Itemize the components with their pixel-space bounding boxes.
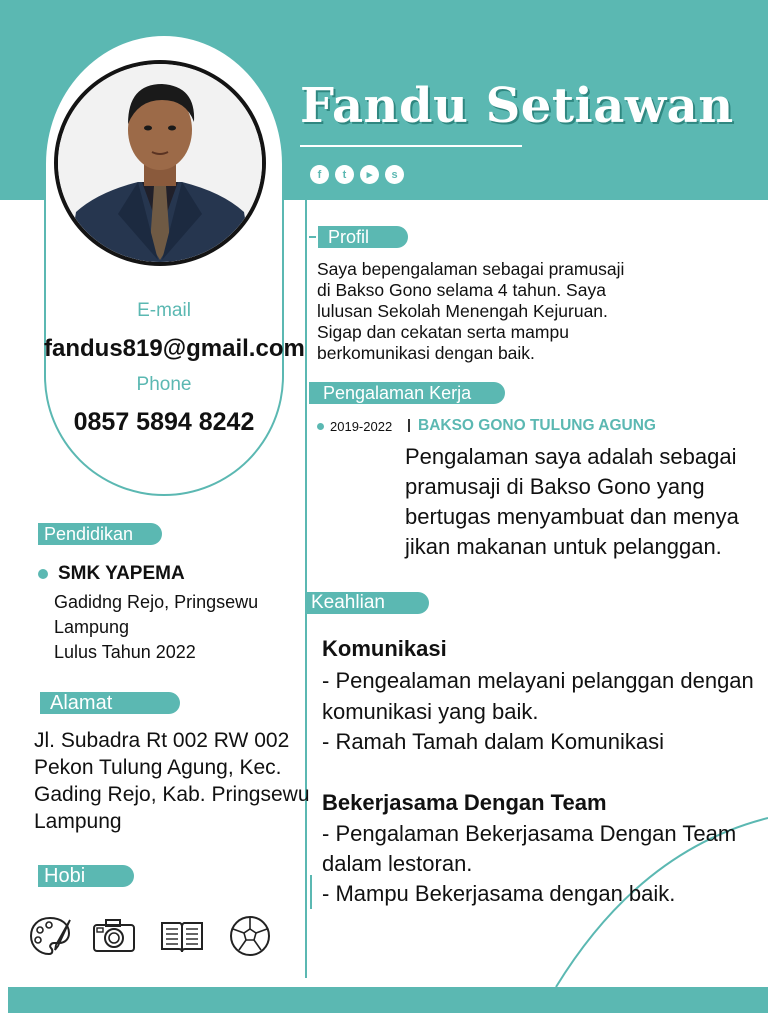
skill-line: - Ramah Tamah dalam Komunikasi [322,729,664,754]
experience-line: Pengalaman saya adalah sebagai [405,444,737,469]
email-value[interactable]: fandus819@gmail.com [44,335,305,362]
experience-line: pramusaji di Bakso Gono yang [405,474,705,499]
address-line: Pekon Tulung Agung, Kec. [34,756,282,779]
palette-icon [28,914,72,958]
camera-icon [92,914,136,958]
full-name: Fandu Setiawan [300,78,734,134]
hobbies-heading: Hobi [38,865,134,887]
profile-line: Sigap dan cekatan serta mampu [317,322,569,342]
education-line: Lampung [54,617,130,637]
tick-mark [309,236,316,238]
experience-line: bertugas menyambuat dan menya [405,504,739,529]
experience-years: 2019-2022 [330,419,393,434]
separator [408,419,410,432]
twitter-icon[interactable]: t [335,165,354,184]
facebook-icon[interactable]: f [310,165,329,184]
skill-line: dalam lestoran. [322,851,473,876]
profile-line: berkomunikasi dengan baik. [317,343,535,363]
education-line: Lulus Tahun 2022 [54,642,196,662]
education-line: Gadidng Rejo, Pringsewu [54,592,259,612]
skill-line: - Pengalaman Bekerjasama Dengan Team [322,821,737,846]
address-line: Jl. Subadra Rt 002 RW 002 [34,729,290,752]
phone-label: Phone [136,374,192,395]
experience-line: jikan makanan untuk pelanggan. [405,534,722,559]
school-name: SMK YAPEMA [58,563,185,584]
skill-title: Komunikasi [322,636,447,661]
skill-line: - Mampu Bekerjasama dengan baik. [322,881,676,906]
profile-photo [54,60,266,266]
youtube-icon[interactable]: ▸ [360,165,379,184]
profile-line: lulusan Sekolah Menengah Kejuruan. [317,301,608,321]
address-line: Gading Rejo, Kab. Pringsewu [34,783,310,806]
skill-line: komunikasi yang baik. [322,699,539,724]
address-heading: Alamat [40,692,180,714]
skype-icon[interactable]: s [385,165,404,184]
skill-title: Bekerjasama Dengan Team [322,790,607,815]
book-icon [160,914,204,958]
experience-heading: Pengalaman Kerja [309,382,505,404]
education-heading: Pendidikan [38,523,162,545]
name-underline [300,145,522,147]
bullet-icon [317,423,324,430]
skill-line: - Pengealaman melayani pelanggan dengan [322,668,754,693]
profile-line: Saya bepengalaman sebagai pramusaji [317,259,625,279]
profile-line: di Bakso Gono selama 4 tahun. Saya [317,280,606,300]
company-name: BAKSO GONO TULUNG AGUNG [418,417,656,434]
email-label: E-mail [137,300,191,321]
person-portrait-icon [58,64,262,262]
skills-heading: Keahlian [307,592,429,614]
address-line: Lampung [34,810,122,833]
social-links [310,165,404,184]
profile-heading: Profil [318,226,408,248]
soccer-ball-icon [228,914,272,958]
bullet-icon [38,569,48,579]
phone-value[interactable]: 0857 5894 8242 [73,408,255,436]
